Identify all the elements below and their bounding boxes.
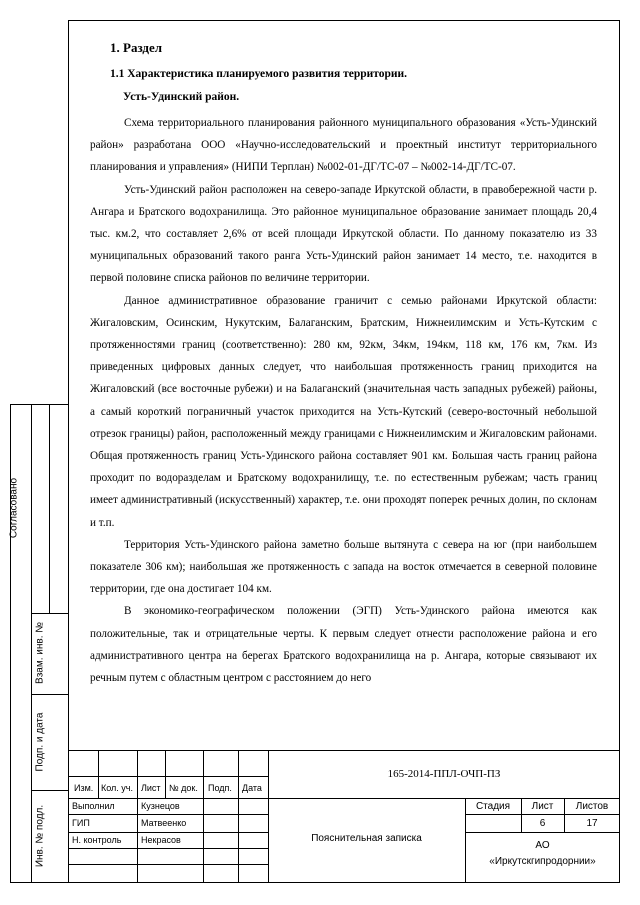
document-title: Пояснительная записка <box>311 833 422 844</box>
original-inv-label: Инв. № подл. <box>34 804 46 868</box>
replace-inv-label: Взам. инв. № <box>34 622 46 684</box>
paragraph: В экономико-географическом положении (ЭГП) Усть-Удинского района имеются как положительные, так и отрицательные черты. К первым следует отнести расположение района и его административного центра на берегах Братского водохранилища на р. Ангара, которые связывают их речным путем с областным центром с расстоянием до него <box>90 605 597 685</box>
body-text <box>90 112 597 689</box>
organization-line-1: АО <box>535 840 550 851</box>
frame-bottom-border <box>10 882 620 883</box>
paragraph: Данное административное образование граничит с семью районами Иркутской области: Жигаловским, Осинским, Нукутским, Балаганским, Братским, Нижнеилимским и Усть-Кутским с протяженностями границ (соответственно): 280 км, 92км, 34км, 194км, 118 км, 176 км, 7км. Из приведенных цифровых данных следует, что наибольшая протяженность границ приходится на Жигаловский (все восточные рубежи) и на Балаганский (значительная часть западных рубежей) районы, а самый короткий пограничный участок приходится на Усть-Кутский (северо-восточный небольшой отрезок границы) район, расположенный между границами с Нижнеилимским и Жигаловским районами. Общая протяженность границ Усть-Удинского района составляет 901 км. Большая часть границ района проходит по водоразделам и Братскому водохранилищу, т.е. по естественным рубежам; часть границ имеет административный (искусственный) характер, т.е. они проходят поперек речных долин, по склонам и т.п. <box>90 294 597 529</box>
document-code: 165-2014-ППЛ-ОЧП-ПЗ <box>387 768 501 780</box>
frame-left-border <box>68 20 69 883</box>
agreed-label: Согласовано <box>8 477 20 539</box>
col-signature: Подп. <box>208 783 232 793</box>
paragraph: Схема территориального планирования районного муниципального образования «Усть-Удинский район» разработана ООО «Научно-исследовательский и проектный институт территориального планирования и управления» (НИПИ Терплан) №002-01-ДГ/ТС-07 – №002-14-ДГ/ТС-07. <box>90 117 597 174</box>
organization-line-2: «Иркутскгипродорнии» <box>489 856 596 867</box>
stage-label: Стадия <box>475 801 511 812</box>
role-norm-control: Н. контроль <box>72 835 122 845</box>
section-title: 1. Раздел <box>110 40 163 55</box>
col-change: Изм. <box>74 783 94 793</box>
col-sheet: Лист <box>141 783 161 793</box>
frame-right-border <box>619 20 620 883</box>
col-doc-no: № док. <box>169 783 198 793</box>
subsection-title: 1.1 Характеристика планируемого развития территории. <box>110 68 408 80</box>
paragraph: Территория Усть-Удинского района заметно больше вытянута с севера на юг (при наибольшем показателе 306 км); наибольшая же протяженность с запада на восток отмечается в северной половине территории, где она достигает 104 км. <box>90 538 597 596</box>
sheet-value: 6 <box>539 818 546 829</box>
sheets-label: Листов <box>575 801 609 812</box>
name-norm-control: Некрасов <box>141 835 181 845</box>
sign-date-label: Подп. и дата <box>34 712 46 772</box>
col-date: Дата <box>242 783 262 793</box>
frame-top-border <box>68 20 620 21</box>
sheets-value: 17 <box>586 818 598 829</box>
role-chief-engineer: ГИП <box>72 818 90 828</box>
role-performer: Выполнил <box>72 801 115 811</box>
name-performer: Кузнецов <box>141 801 180 811</box>
col-count: Кол. уч. <box>101 783 133 793</box>
sheet-label: Лист <box>531 801 554 812</box>
paragraph: Усть-Удинский район расположен на северо-западе Иркутской области, в правобережной части р. Ангара и Братского водохранилища. Это районное муниципальное образование занимает площадь 20,4 тыс. км.2, что составляет 2,6% от всей площади Иркутской области. По данному показателю из 33 муниципальных образований такого ранга Усть-Удинский район занимает 14 место, т.е. находится в первой половине списка районов по величине территории. <box>90 183 597 285</box>
district-title: Усть-Удинский район. <box>123 91 240 103</box>
name-chief-engineer: Матвеенко <box>141 818 187 828</box>
